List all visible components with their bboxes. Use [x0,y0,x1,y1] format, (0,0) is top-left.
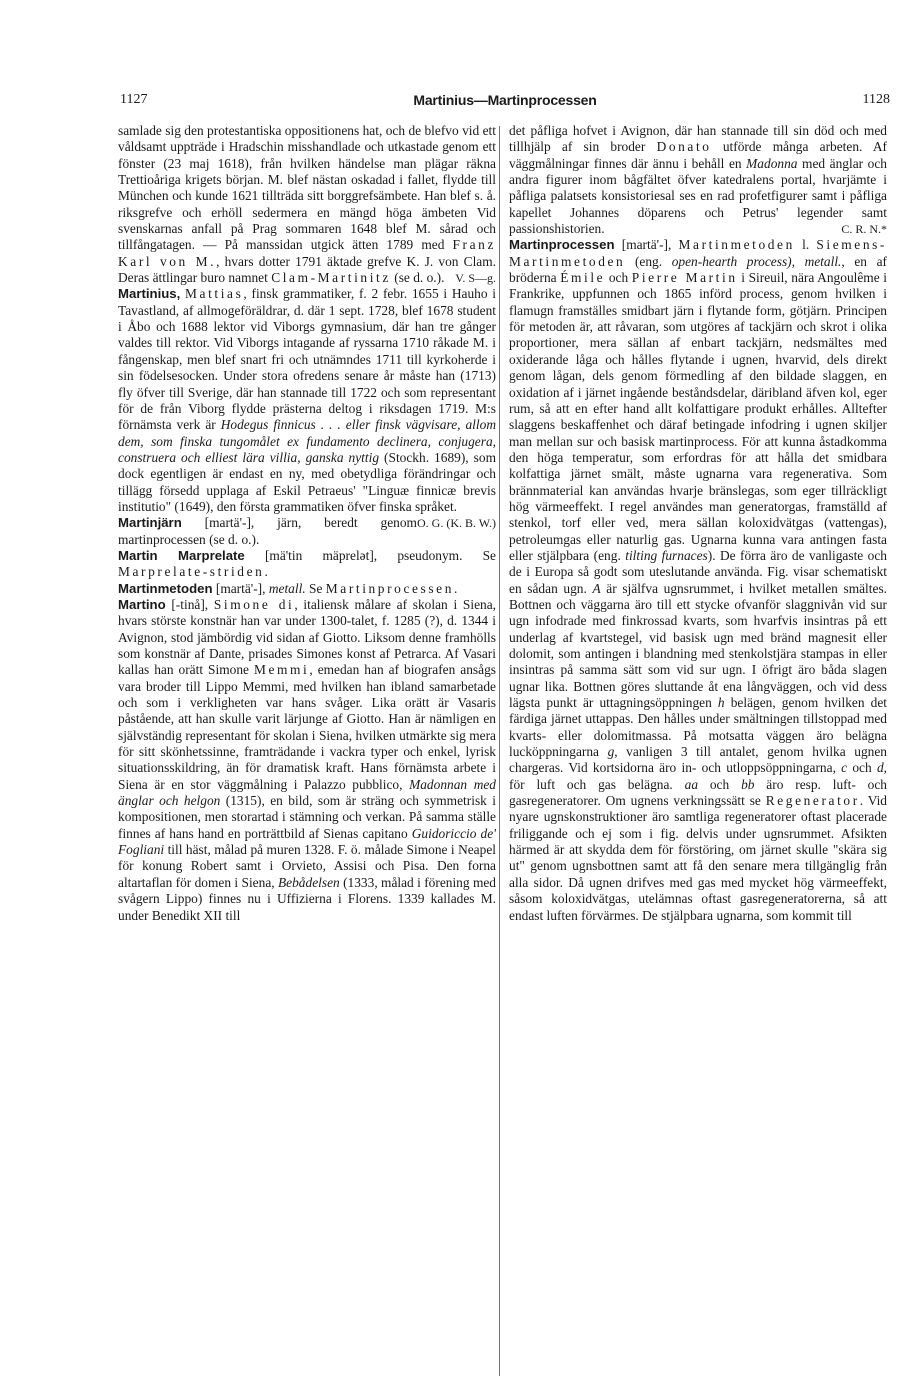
text-run: belägen, genom hvilken det färdiga järnet uttappas. Den hålles under smältningen tillstoppad med kvarts- eller dolomitmassa. På motsatta väggen äro belägna lucköppningarna [509,695,887,760]
text-run: utförde många arbeten. Af väggmålningar finnes där ännu i behåll en [509,139,888,171]
text-run: . Vid nyare ugnskonstruktioner äro samtliga regeneratorer oftast placerade friliggande och ej som i fig. delvis under ugnsrummet. Afsikten härmed är att skydda dem för förstöring, om järnet skulle "skära sig ut" genom ugnsbottnen samt att få den senare mera tillgänglig från alla sidor. Då ugnen drifves med gas med mycket hög värmeeffekt, såsom koloxidvätgas, utelämnas oftast gasregeneratorerna, så att endast luften förvärmes. De stjälpbara ugnarna, som kommit till [509,793,887,923]
italic-title: Guidoriccio de' Fogliani [118,825,496,858]
entry-headword: Martinius, [118,286,181,302]
spaced-name: Simone di [213,596,295,612]
text-run: (1333, målad i förening med svågern Lippo) finnes nu i Uffizierna i Florens. 1339 kallades M. under Benedikt XII till [118,874,496,923]
spaced-term: Martinmetoden [678,237,795,253]
spaced-name: Franz Karl von M. [118,237,496,269]
figure-letter: A [592,580,601,596]
italic-term: open-hearth process), metall. [671,253,842,269]
page-number-right: 1128 [862,92,890,107]
text-run: med änglar och andra figurer inom bågfältet öfver katedralens portal, hvarjämte i påfliga palatsets konsistoriesal ses en rad profetfigurer samt i påfliga kapellet Johannes döparens och Petrus' legender samt passionshistorien. [509,155,888,237]
text-run: ). De förra äro de vanligaste och de i Europa så godt som uteslutande använda. Fig. visar schematiskt en sådan ugn. [509,547,887,596]
italic-title: Bebådelsen [277,874,340,890]
text-run: [martä'-], [212,580,269,596]
figure-letter: h [717,695,725,711]
text-run: äro resp. luft- och gasregeneratorer. Om ugnens verkningssätt se [509,776,887,809]
text-run: , vanligen 3 till antalet, genom hvilka ugnen chargeras. Vid kortsidorna äro in- och utloppsöppningarna, [509,744,887,776]
text-run: . [264,564,268,580]
author-signature: V. S—g. [455,271,496,286]
text-run: samlade sig den protestantiska oppositionens hat, och de blefvo vid ett våldsamt uppträde i Hradschin misshandlade och utkastade genom ett fönster (23 maj 1618), från hvilken händelse man plägar räkna Trettioåriga krigets början. M. blef nästan oskadad i fallet, flydde till München och kunde 1621 tillträda sitt borggrefsämbete. Han blef s. å. riksgrefve och erhöll sedermera en mängd höga ämbeten Vid svenskarnas anfall på Prag sommaren 1648 blef M. sårad och tillfångatagen. — På manssidan utgick ätten 1789 med [118,123,496,253]
text-run: [martä'-], järn, beredt genom martinprocessen (se d. o.). [118,515,417,547]
spaced-name: Memmi [253,662,310,678]
author-signature: O. G. (K. B. W.) [416,516,496,531]
italic-term: tilting furnaces [625,547,708,563]
left-column [118,123,496,924]
italic-title: Madonnan med änglar och helgon [118,776,496,809]
text-run: och [605,270,632,286]
text-run: är själfva ugnsrummet, i hvilket metallen smältes. Bottnen och väggarna äro till ett stycke ofvanför slaggnivån vid sur ugn infodrade med finkrossad kvarts, som hvarfvis insintras på ett underlag af kvartstegel, vid basisk ugn med bränd magnesit eller dolomit, som antingen i blandning med stenkolstjära stampas in eller insintras på samma sätt som vid sur ugn. I öfrigt äro båda slagen ugnar lika. Bottnen göres sluttande åt ena långväggen, och vid dess lägsta punkt är uttagningsöppningen [509,580,887,711]
text-run: (eng. [625,253,672,269]
column-divider [499,126,500,1376]
figure-letter: aa [684,776,699,792]
figure-letter: g [607,744,615,760]
cross-reference: Marprelate-striden [118,564,265,580]
entry-martin-marprelate [118,548,496,581]
text-run: , italiensk målare af skolan i Siena, hvars störste konstnär han var under 1300-talet, f. 1285 (?), d. 1344 i Avignon, stod jämbördig vid sidan af Giotto. Liksom denne framhölls som konstnär af Dante, prisades Simones konst af Petrarca. Af Vasari kallas han orätt Simone [118,596,496,678]
spaced-name: Clam-Martinitz [271,270,391,286]
entry-martino-continued [509,123,887,237]
running-title: Martinius—Martinprocessen [413,92,597,108]
text-run: i Sireuil, nära Angoulême i Frankrike, uppfunnen och 1865 införd process, genom hvilken i flamugn framställes smidbart järn i flytande form, götjärn. Principen för metoden är, att råvaran, som utgöres af tackjärn och skrot i olika proportioner, mera sällan af enbart tackjärn, nedsmältes med oxiderande låga och hålles flytande i ugnen, hvarvid, dels direkt genom lågan, dels genom förmedling af den bildade slaggen, en oxidation af i järnet ingående beståndsdelar, däribland äfven kol, eger rum, så att en efter hand allt kolfattigare produkt erhålles. Alltefter slaggens beskaffenhet och däraf betingade infodring i ugnen skiljer man mellan sur och basisk martinprocess. För att kunna åstadkomma den höga temperatur, som erfordras för att hålla det smidbara kolfattiga järnet smält, måste ugnarna vara regenerativa. Som brännmaterial kan användas hvarje bränslegas, som eger tillräckligt hög värmeeffekt. I regel användes man generatorgas, framställd af stenkol, torf eller ved, mera sällan koloxidvätgas (vattengas), petroleumgas eller naturlig gas. Ugnarna kunna vara antingen fasta eller stjälpbara (eng. [509,270,887,563]
entry-martinmetoden [118,581,496,597]
text-run: till häst, målad på muren 1328. F. ö. målade Simone i Neapel för konung Robert samt i Orvieto, Assisi och Pisa. Den forna altartaflan för domen i Siena, [118,842,496,890]
figure-letter: d [876,760,884,776]
text-run: l. [794,237,817,253]
entry-martinitz-continued [118,123,496,286]
italic-label: metall. [268,580,306,596]
text-run: (1315), en bild, som är sträng och symmetrisk i kompositionen, men storartad i stämning och verkan. På samma ställe finnes af hans hand en porträttbild af Sienas capitano [118,793,496,841]
page-header [120,92,890,112]
figure-letter: c [841,760,848,776]
entry-headword: Martin Marprelate [118,547,245,563]
entry-martino [118,597,496,924]
entry-martinprocessen [509,237,887,923]
text-run: [-tinå], [165,596,214,612]
text-run: , hvars dotter 1791 äktade grefve K. J. von Clam. Deras ättlingar buro namnet [118,253,497,286]
cross-reference: Martinprocessen [325,580,455,596]
spaced-name: Pierre Martin [631,270,738,286]
text-run: och [847,760,877,776]
cross-reference: Regenerator [765,793,860,809]
text-run: det påfliga hofvet i Avignon, där han stannade till sin död och med tillhjälp af sin broder [509,123,887,155]
page-number-left: 1127 [120,92,148,107]
right-column [509,123,887,924]
text-run: [martä'-], [614,237,679,253]
entry-headword: Martinmetoden [118,580,213,596]
entry-headword: Martinprocessen [509,237,615,253]
figure-letter: bb [741,776,755,792]
text-run: , en af bröderna [509,253,887,286]
text-run: (se d. o.). [390,270,445,286]
spaced-name: Donato [656,139,712,155]
italic-title: Hodegus finnicus . . . eller finsk vägvisare, allom dem, som finska tungomålet ex fundamento declinera, conjugera, construera och elliest lära villia, ganska nyttig [118,417,496,465]
text-run: och [698,776,742,792]
text-run: (Stockh. 1689), som dock egentligen är endast en ny, med obetydliga förändringar och tillägg försedd upplaga af Eskil Petraeus' "Linguæ finnicæ brevis institutio" (1649), den första grammatiken öfver finska språket. [118,449,496,514]
text-run: , emedan han af biografen ansågs vara broder till Lippo Memmi, med hvilken han ibland samarbetade och som i verkligheten var hans svåger. Lika orätt är Vasaris påstående, att han skulle varit lärjunge af Giotto. Han är nämligen en självständig representant för skolan i Siena, hvilken utmärkte sig mera för sitt skönhetssinne, framträdande i vackra typer och enkel, lyrisk situationsskildring, än för dramatisk kraft. Hans förnämsta arbete i Siena är en stor väggmålning i Palazzo pubblico, [118,662,496,792]
spaced-term: Siemens-Martinmetoden [509,237,887,269]
author-signature: C. R. N.* [841,222,887,237]
spaced-name: Mattias [185,286,244,302]
text-run: [mä'tin mäprelət], pseudonym. Se [244,547,496,563]
italic-title: Madonna [746,155,798,171]
text-run: Se [305,580,326,596]
spaced-name: Émile [560,270,606,286]
text-run: , för luft och gas belägna. [509,760,887,792]
entry-headword: Martino [118,596,166,612]
text-run: . [454,580,458,596]
text-run: , finsk grammatiker, f. 2 febr. 1655 i Hauho i Tavastland, af allmogeföräldrar, d. där 1 sept. 1728, blef 1678 student i Åbo och 1688 lektor vid Viborgs gymnasium, där han tre gånger valdes till rektor. Vid Viborgs intagande af ryssarna 1710 råkade M. i fångenskap, men blef snart fri och utnämndes 1711 till kyrkoherde i sin födelsesocken. Under stora ofredens senare år måste han (1713) fly öfver till Sverige, där han stannade till 1722 och som representant för de från Viborg flydde prästerna deltog i riksdagen 1719. M:s förnämsta verk är [118,286,496,433]
entry-headword: Martinjärn [118,515,182,531]
